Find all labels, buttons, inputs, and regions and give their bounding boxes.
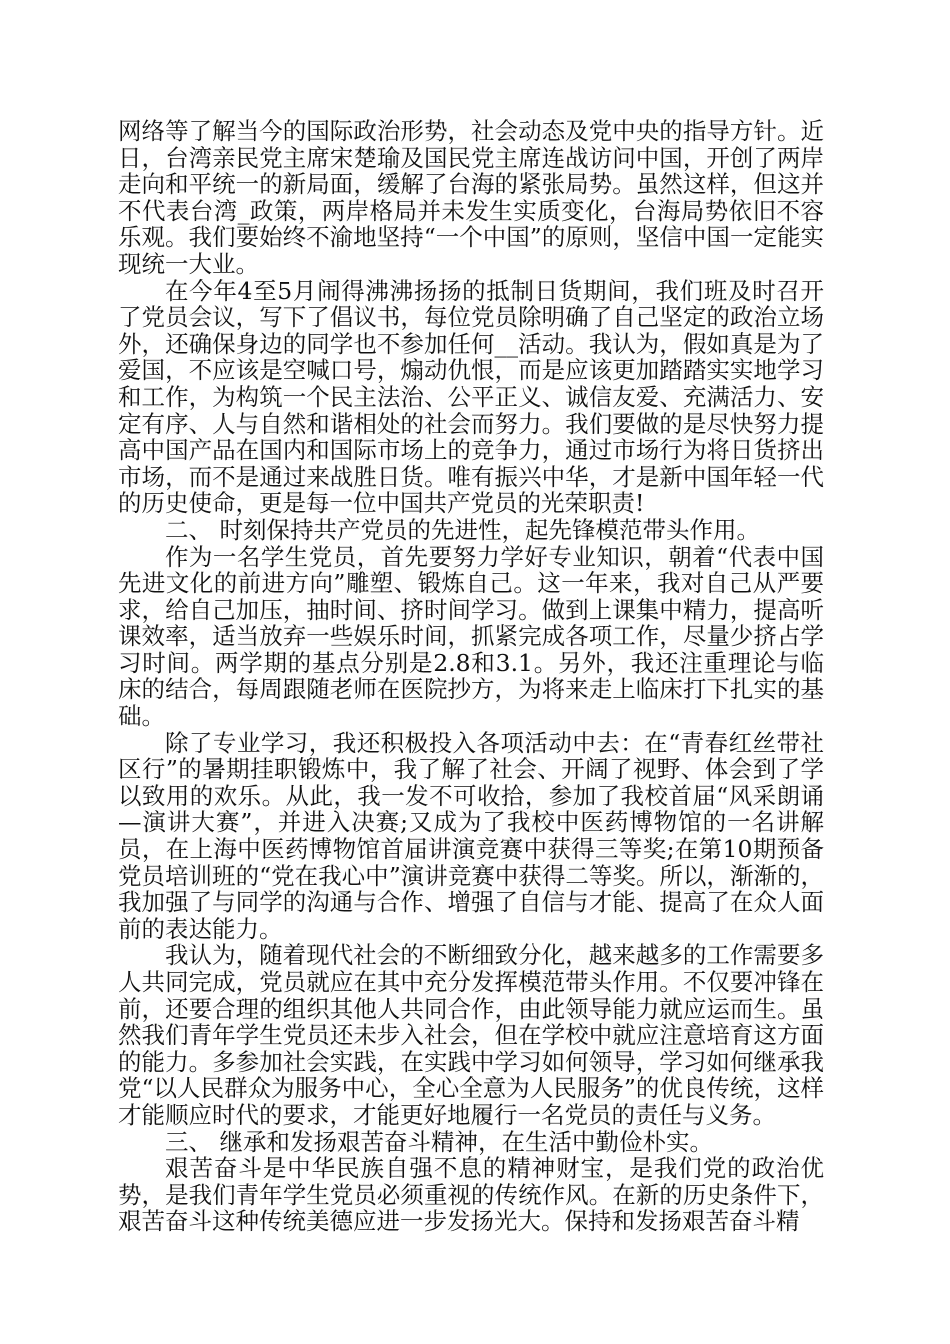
section-heading: 二、 时刻保持共产党员的先进性，起先锋模范带头作用。 [165, 515, 760, 544]
paragraph: 在今年4至5月闹得沸沸扬扬的抵制日货期间，我们班及时召开了党员会议，写下了倡议书，每位党员除明确了自己坚定的政治立场外，还确保身边的同学也不参加任何__活动。我认为，假如真是为了爱国，不应该是空喊口号，煽动仇恨，而是应该更加踏踏实实地学习和工作，为构筑一个民主法治、公平正义、诚信友爱、充满活力、安定有序、人与自然和谐相处的社会而努力。我们要做的是尽快努力提高中国产品在国内和国际市场上的竞争力，通过市场行为将日货挤出市场，而不是通过来战胜日货。唯有振兴中华，才是新中国年轻一代的历史使命，更是每一位中国共产党员的光荣职责! [118, 276, 824, 518]
paragraph: 网络等了解当今的国际政治形势，社会动态及党中央的指导方针。近日，台湾亲民党主席宋楚瑜及国民党主席连战访问中国，开创了两岸走向和平统一的新局面，缓解了台海的紧张局势。虽然这样，但这并不代表台湾_政策，两岸格局并未发生实质变化，台海局势依旧不容乐观。我们要始终不渝地坚持“一个中国”的原则，坚信中国一定能实现统一大业。 [118, 117, 824, 278]
paragraph: 除了专业学习，我还积极投入各项活动中去：在“青春红丝带社区行”的暑期挂职锻炼中，我了解了社会、开阔了视野、体会到了学以致用的欢乐。从此，我一发不可收拾，参加了我校首届“风采朗诵—演讲大赛”，并进入决赛;又成为了我校中医药博物馆的一名讲解员，在上海中医药博物馆首届讲演竞赛中获得三等奖;在第10期预备党员培训班的“党在我心中”演讲竞赛中获得二等奖。所以，渐渐的，我加强了与同学的沟通与合作、增强了自信与才能、提高了在众人面前的表达能力。 [118, 728, 824, 943]
paragraph: 艰苦奋斗是中华民族自强不息的精神财宝，是我们党的政治优势，是我们青年学生党员必须重视的传统作风。在新的历史条件下，艰苦奋斗这种传统美德应进一步发扬光大。保持和发扬艰苦奋斗精 [118, 1154, 824, 1236]
paragraph: 作为一名学生党员，首先要努力学好专业知识，朝着“代表中国先进文化的前进方向”雕塑、锻炼自己。这一年来，我对自己从严要求，给自己加压，抽时间、挤时间学习。做到上课集中精力，提高听课效率，适当放弃一些娱乐时间，抓紧完成各项工作，尽量少挤占学习时间。两学期的基点分别是2.8和3.1。另外，我还注重理论与临床的结合，每周跟随老师在医院抄方，为将来走上临床打下扎实的基础。 [118, 542, 824, 731]
section-heading: 三、 继承和发扬艰苦奋斗精神，在生活中勤俭朴实。 [165, 1127, 713, 1156]
paragraph: 我认为，随着现代社会的不断细致分化，越来越多的工作需要多人共同完成，党员就应在其中充分发挥模范带头作用。不仅要冲锋在前，还要合理的组织其他人共同合作，由此领导能力就应运而生。虽然我们青年学生党员还未步入社会，但在学校中就应注意培育这方面的能力。多参加社会实践，在实践中学习如何领导，学习如何继承我党“以人民群众为服务中心，全心全意为人民服务”的优良传统，这样才能顺应时代的要求，才能更好地履行一名党员的责任与义务。 [118, 941, 824, 1129]
document-body [118, 118, 824, 1235]
